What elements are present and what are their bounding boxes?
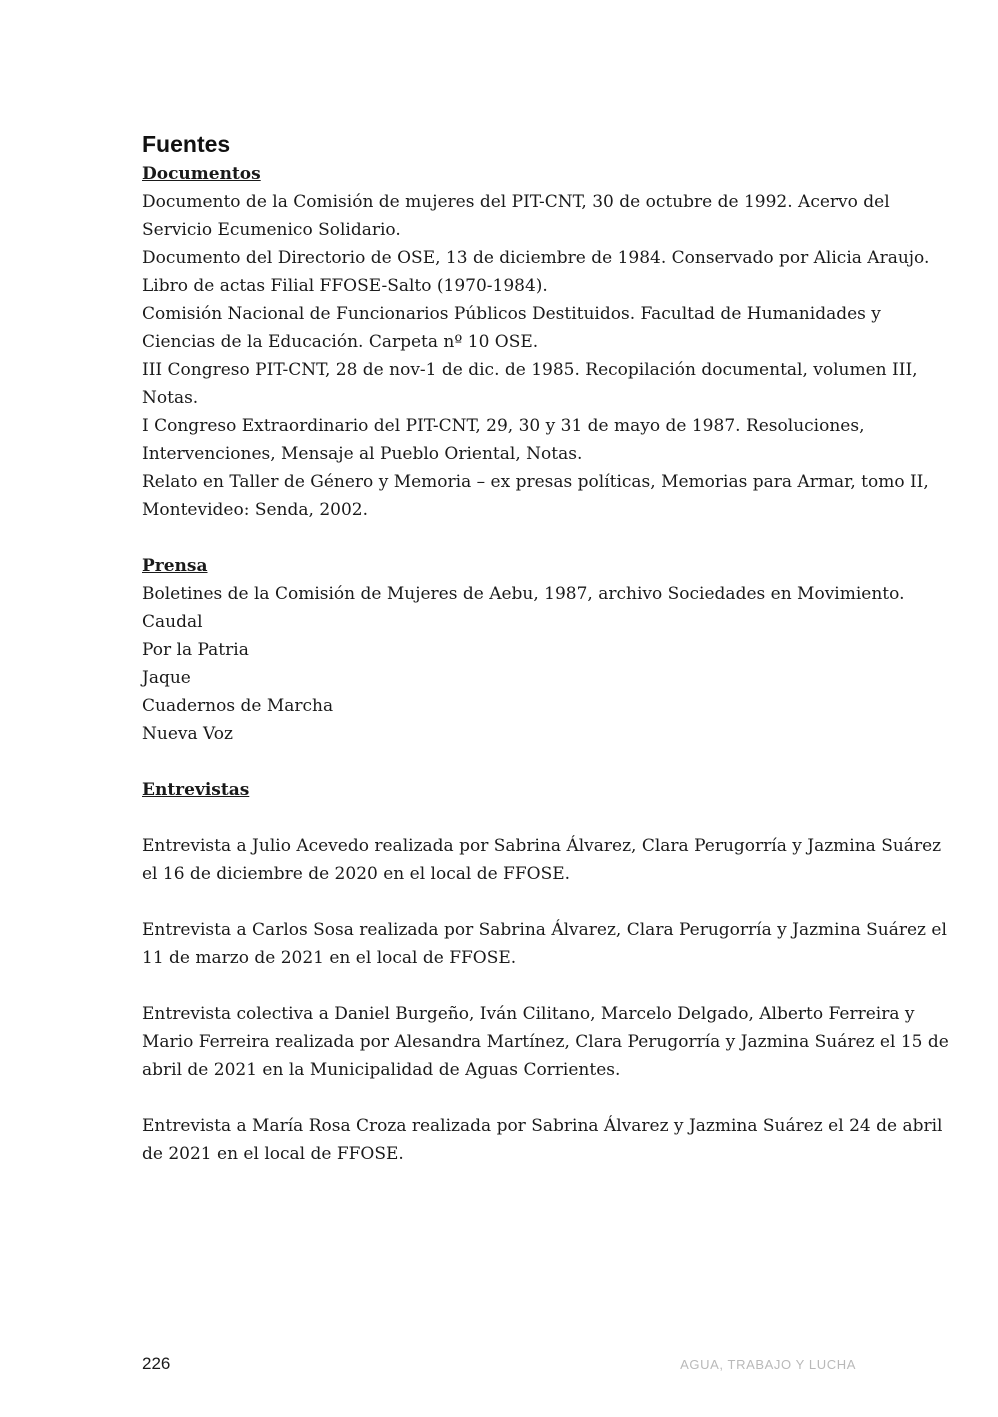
- page-title: Fuentes: [142, 131, 231, 157]
- documentos-line: Documento del Directorio de OSE, 13 de diciembre de 1984. Conservado por Alicia Araujo.: [142, 248, 930, 268]
- documentos-line: Servicio Ecumenico Solidario.: [142, 220, 401, 240]
- prensa-line: Por la Patria: [142, 640, 249, 660]
- entrevista-entry: [142, 1000, 949, 1084]
- entrevista-line: Entrevista a María Rosa Croza realizada por Sabrina Álvarez y Jazmina Suárez el 24 de abril: [142, 1116, 943, 1136]
- spacer: [142, 524, 862, 552]
- prensa-line: Nueva Voz: [142, 724, 233, 744]
- spacer: [142, 748, 862, 776]
- documentos-line: Notas.: [142, 388, 199, 408]
- content: [142, 128, 949, 1168]
- entrevista-line: abril de 2021 en la Municipalidad de Aguas Corrientes.: [142, 1060, 621, 1080]
- documentos-line: Libro de actas Filial FFOSE-Salto (1970-1984).: [142, 276, 548, 296]
- section-heading-entrevistas: Entrevistas: [142, 780, 250, 800]
- entrevista-line: Entrevista colectiva a Daniel Burgeño, Iván Cilitano, Marcelo Delgado, Alberto Ferreira y: [142, 1004, 915, 1024]
- prensa-line: Cuadernos de Marcha: [142, 696, 334, 716]
- page-number: 226: [142, 1354, 171, 1373]
- spacer: [142, 888, 862, 916]
- entrevista-line: Entrevista a Julio Acevedo realizada por Sabrina Álvarez, Clara Perugorría y Jazmina Suárez: [142, 836, 942, 856]
- spacer: [142, 804, 862, 832]
- documentos-line: I Congreso Extraordinario del PIT-CNT, 29, 30 y 31 de mayo de 1987. Resoluciones,: [142, 416, 865, 436]
- entrevista-entry: [142, 916, 947, 972]
- entrevista-line: de 2021 en el local de FFOSE.: [142, 1144, 404, 1164]
- documentos-line: Comisión Nacional de Funcionarios Públicos Destituidos. Facultad de Humanidades y: [142, 304, 881, 324]
- spacer: [142, 1084, 862, 1112]
- prensa-line: Caudal: [142, 612, 203, 632]
- prensa-line: Boletines de la Comisión de Mujeres de Aebu, 1987, archivo Sociedades en Movimiento.: [142, 584, 905, 604]
- documentos-line: Relato en Taller de Género y Memoria – ex presas políticas, Memorias para Armar, tomo II,: [142, 472, 929, 492]
- documentos-line: Intervenciones, Mensaje al Pueblo Oriental, Notas.: [142, 444, 583, 464]
- entrevista-line: 11 de marzo de 2021 en el local de FFOSE.: [142, 948, 517, 968]
- documentos-line: III Congreso PIT-CNT, 28 de nov-1 de dic. de 1985. Recopilación documental, volumen III,: [142, 360, 918, 380]
- section-heading-prensa: Prensa: [142, 556, 208, 576]
- entrevista-line: el 16 de diciembre de 2020 en el local de FFOSE.: [142, 864, 571, 884]
- section-heading-documentos: Documentos: [142, 164, 261, 184]
- entrevista-line: Mario Ferreira realizada por Alesandra Martínez, Clara Perugorría y Jazmina Suárez el 15 de: [142, 1032, 949, 1052]
- prensa-list: [142, 580, 905, 748]
- documentos-line: Ciencias de la Educación. Carpeta nº 10 OSE.: [142, 332, 539, 352]
- documentos-list: [142, 188, 930, 524]
- running-title: AGUA, TRABAJO Y LUCHA: [680, 1357, 856, 1372]
- entrevista-entry: [142, 1112, 943, 1168]
- documentos-line: Montevideo: Senda, 2002.: [142, 500, 368, 520]
- spacer: [142, 972, 862, 1000]
- documentos-line: Documento de la Comisión de mujeres del PIT-CNT, 30 de octubre de 1992. Acervo del: [142, 192, 890, 212]
- prensa-line: Jaque: [142, 668, 191, 688]
- entrevista-entry: [142, 832, 942, 888]
- entrevista-line: Entrevista a Carlos Sosa realizada por Sabrina Álvarez, Clara Perugorría y Jazmina Suárez el: [142, 920, 947, 940]
